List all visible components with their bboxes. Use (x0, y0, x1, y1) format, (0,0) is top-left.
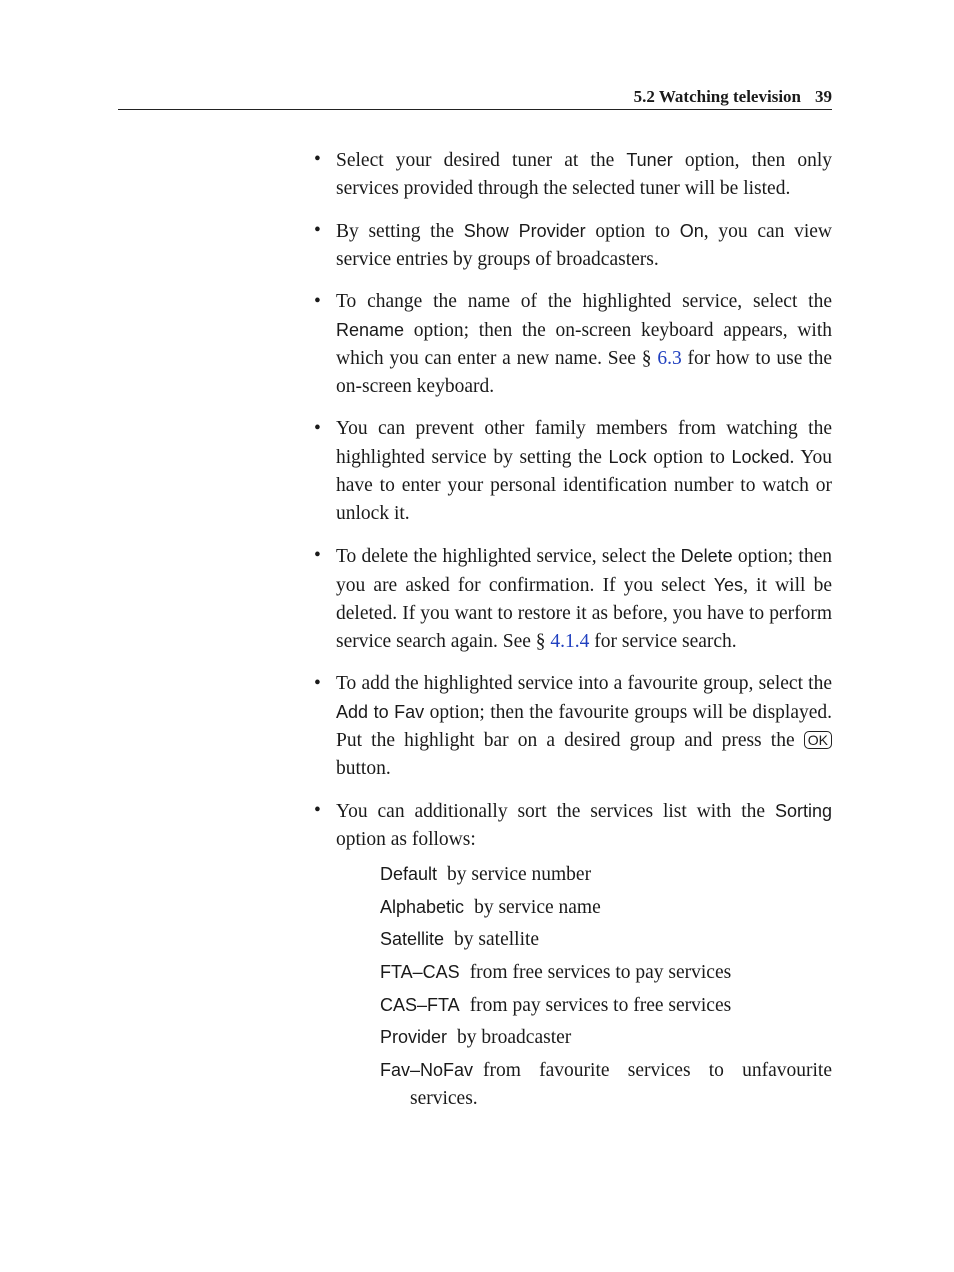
sorting-option (336, 925, 832, 954)
bullet-list (312, 146, 832, 1113)
list-item-tuner (312, 146, 832, 203)
option-value: Locked (731, 447, 790, 467)
text: option to (585, 221, 680, 242)
text: You can prevent other family members from watching the highlighted service by setting the (336, 418, 832, 468)
text: option; then the favourite groups will be displayed. Put the highlight bar on a desired group and press the (336, 702, 833, 751)
sorting-desc: from free services to pay services (469, 962, 732, 984)
text: button. (336, 758, 391, 779)
sorting-desc: by satellite (454, 929, 540, 951)
sorting-term: FTA–CAS (380, 962, 460, 983)
sorting-term: Default (380, 864, 438, 884)
option-name: Add to Fav (336, 702, 425, 722)
text: To add the highlighted service into a favourite group, select the (336, 673, 832, 694)
sorting-options-list (336, 860, 832, 1113)
option-name: Show Provider (463, 221, 586, 241)
sorting-desc: by service number (447, 864, 592, 885)
sorting-option (336, 1056, 832, 1113)
option-name: Tuner (626, 150, 673, 170)
text: option as follows: (336, 829, 476, 850)
option-value: On (679, 221, 704, 241)
option-name: Rename (336, 320, 405, 340)
sorting-option (336, 958, 832, 987)
text: , it will be deleted. If you want to restore it as before, you have to perform service search again. See § (336, 575, 832, 652)
list-item-show-provider (312, 217, 832, 274)
page-content (312, 146, 832, 1127)
sorting-desc: from favourite services to unfavourite services. (410, 1060, 832, 1110)
sorting-term: Fav–NoFav (380, 1060, 474, 1081)
text: Select your desired tuner at the (336, 150, 627, 171)
text: . You have to enter your personal identification number to watch or unlock it. (336, 447, 832, 524)
list-item-delete (312, 542, 832, 656)
page-number: 39 (815, 87, 832, 106)
text: for how to use the on-screen keyboard. (336, 348, 832, 397)
list-item-lock (312, 415, 832, 528)
sorting-desc: by broadcaster (457, 1027, 572, 1049)
running-head (118, 86, 832, 110)
text: You can additionally sort the services list with the (336, 801, 775, 822)
section-link[interactable]: 4.1.4 (550, 631, 590, 652)
section-title: 5.2 Watching television (633, 87, 801, 106)
option-name: Sorting (774, 801, 832, 821)
sorting-term: Alphabetic (380, 896, 465, 917)
option-value: Yes (713, 575, 744, 595)
text: option; then you are asked for confirmation. If you select (336, 546, 832, 596)
text: To delete the highlighted service, select the (336, 546, 681, 567)
option-name: Lock (608, 447, 647, 467)
text: option; then the on-screen keyboard appears, with which you can enter a new name. See § (336, 320, 832, 369)
section-link[interactable]: 6.3 (657, 348, 682, 369)
sorting-term: Satellite (380, 929, 445, 950)
sorting-desc: from pay services to free services (469, 994, 732, 1016)
sorting-term: Provider (380, 1027, 448, 1048)
sorting-option (336, 1023, 832, 1052)
list-item-add-to-fav (312, 670, 832, 783)
text: To change the name of the highlighted service, select the (336, 291, 832, 312)
list-item-sorting (312, 797, 832, 1113)
ok-key-icon: OK (804, 731, 832, 749)
text: option to (646, 447, 732, 468)
text: By setting the (336, 221, 464, 242)
sorting-option (336, 991, 832, 1020)
sorting-term: CAS–FTA (380, 994, 460, 1015)
text: option, then only services provided through the selected tuner will be listed. (336, 150, 832, 199)
sorting-option (336, 860, 832, 889)
text: , you can view service entries by groups of broadcasters. (336, 221, 832, 270)
text: for service search. (589, 631, 737, 652)
list-item-rename (312, 288, 832, 401)
sorting-desc: by service name (474, 896, 601, 918)
option-name: Delete (680, 546, 733, 566)
sorting-option (336, 893, 832, 922)
